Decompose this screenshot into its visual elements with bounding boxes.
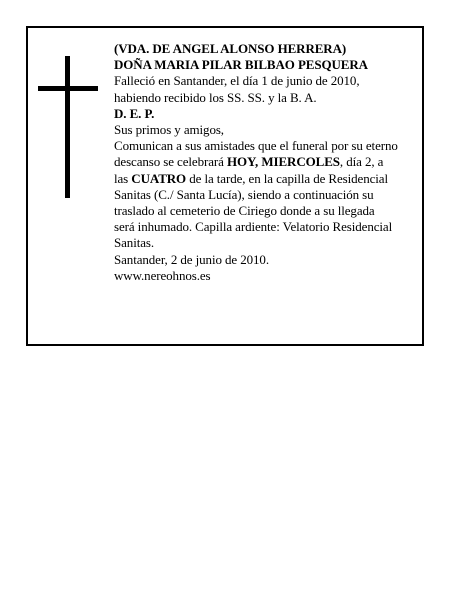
announcement-line-6: será inhumado. Capilla ardiente: Velatorio Residencial	[114, 219, 393, 235]
announcement-text: descanso se celebrará	[114, 154, 227, 170]
announcement-line-5: traslado al cemeterio de Ciriego donde a su llegada	[114, 203, 375, 219]
cross-icon	[38, 56, 98, 198]
announcement-line-7: Sanitas.	[114, 235, 155, 251]
obituary-notice	[26, 26, 424, 346]
cross-horizontal-bar	[38, 86, 98, 91]
death-line-1: Falleció en Santander, el día 1 de junio de 2010,	[114, 73, 360, 89]
cross-vertical-bar	[65, 56, 70, 198]
announcement-line-3	[114, 171, 414, 187]
funeral-day: HOY, MIERCOLES	[226, 154, 340, 170]
deceased-name: DOÑA MARIA PILAR BILBAO PESQUERA	[114, 57, 368, 73]
rip-line: D. E. P.	[114, 105, 155, 121]
mourners-line: Sus primos y amigos,	[114, 122, 224, 138]
announcement-text: de la tarde, en la capilla de Residencial	[186, 170, 388, 186]
funeral-hour: CUATRO	[131, 170, 187, 186]
notice-text	[114, 41, 414, 284]
death-line-2: habiendo recibido los SS. SS. y la B. A.	[114, 89, 317, 105]
website-link[interactable]: www.nereohnos.es	[114, 267, 211, 283]
announcement-text: , día 2, a	[339, 154, 384, 170]
announcement-line-4: Sanitas (C./ Santa Lucía), siendo a continuación su	[114, 186, 374, 202]
announcement-text: las	[114, 170, 132, 186]
place-date: Santander, 2 de junio de 2010.	[114, 251, 269, 267]
announcement-line-1: Comunican a sus amistades que el funeral por su eterno	[114, 138, 398, 154]
widow-line: (VDA. DE ANGEL ALONSO HERRERA)	[114, 41, 347, 56]
announcement-line-2	[114, 154, 414, 170]
